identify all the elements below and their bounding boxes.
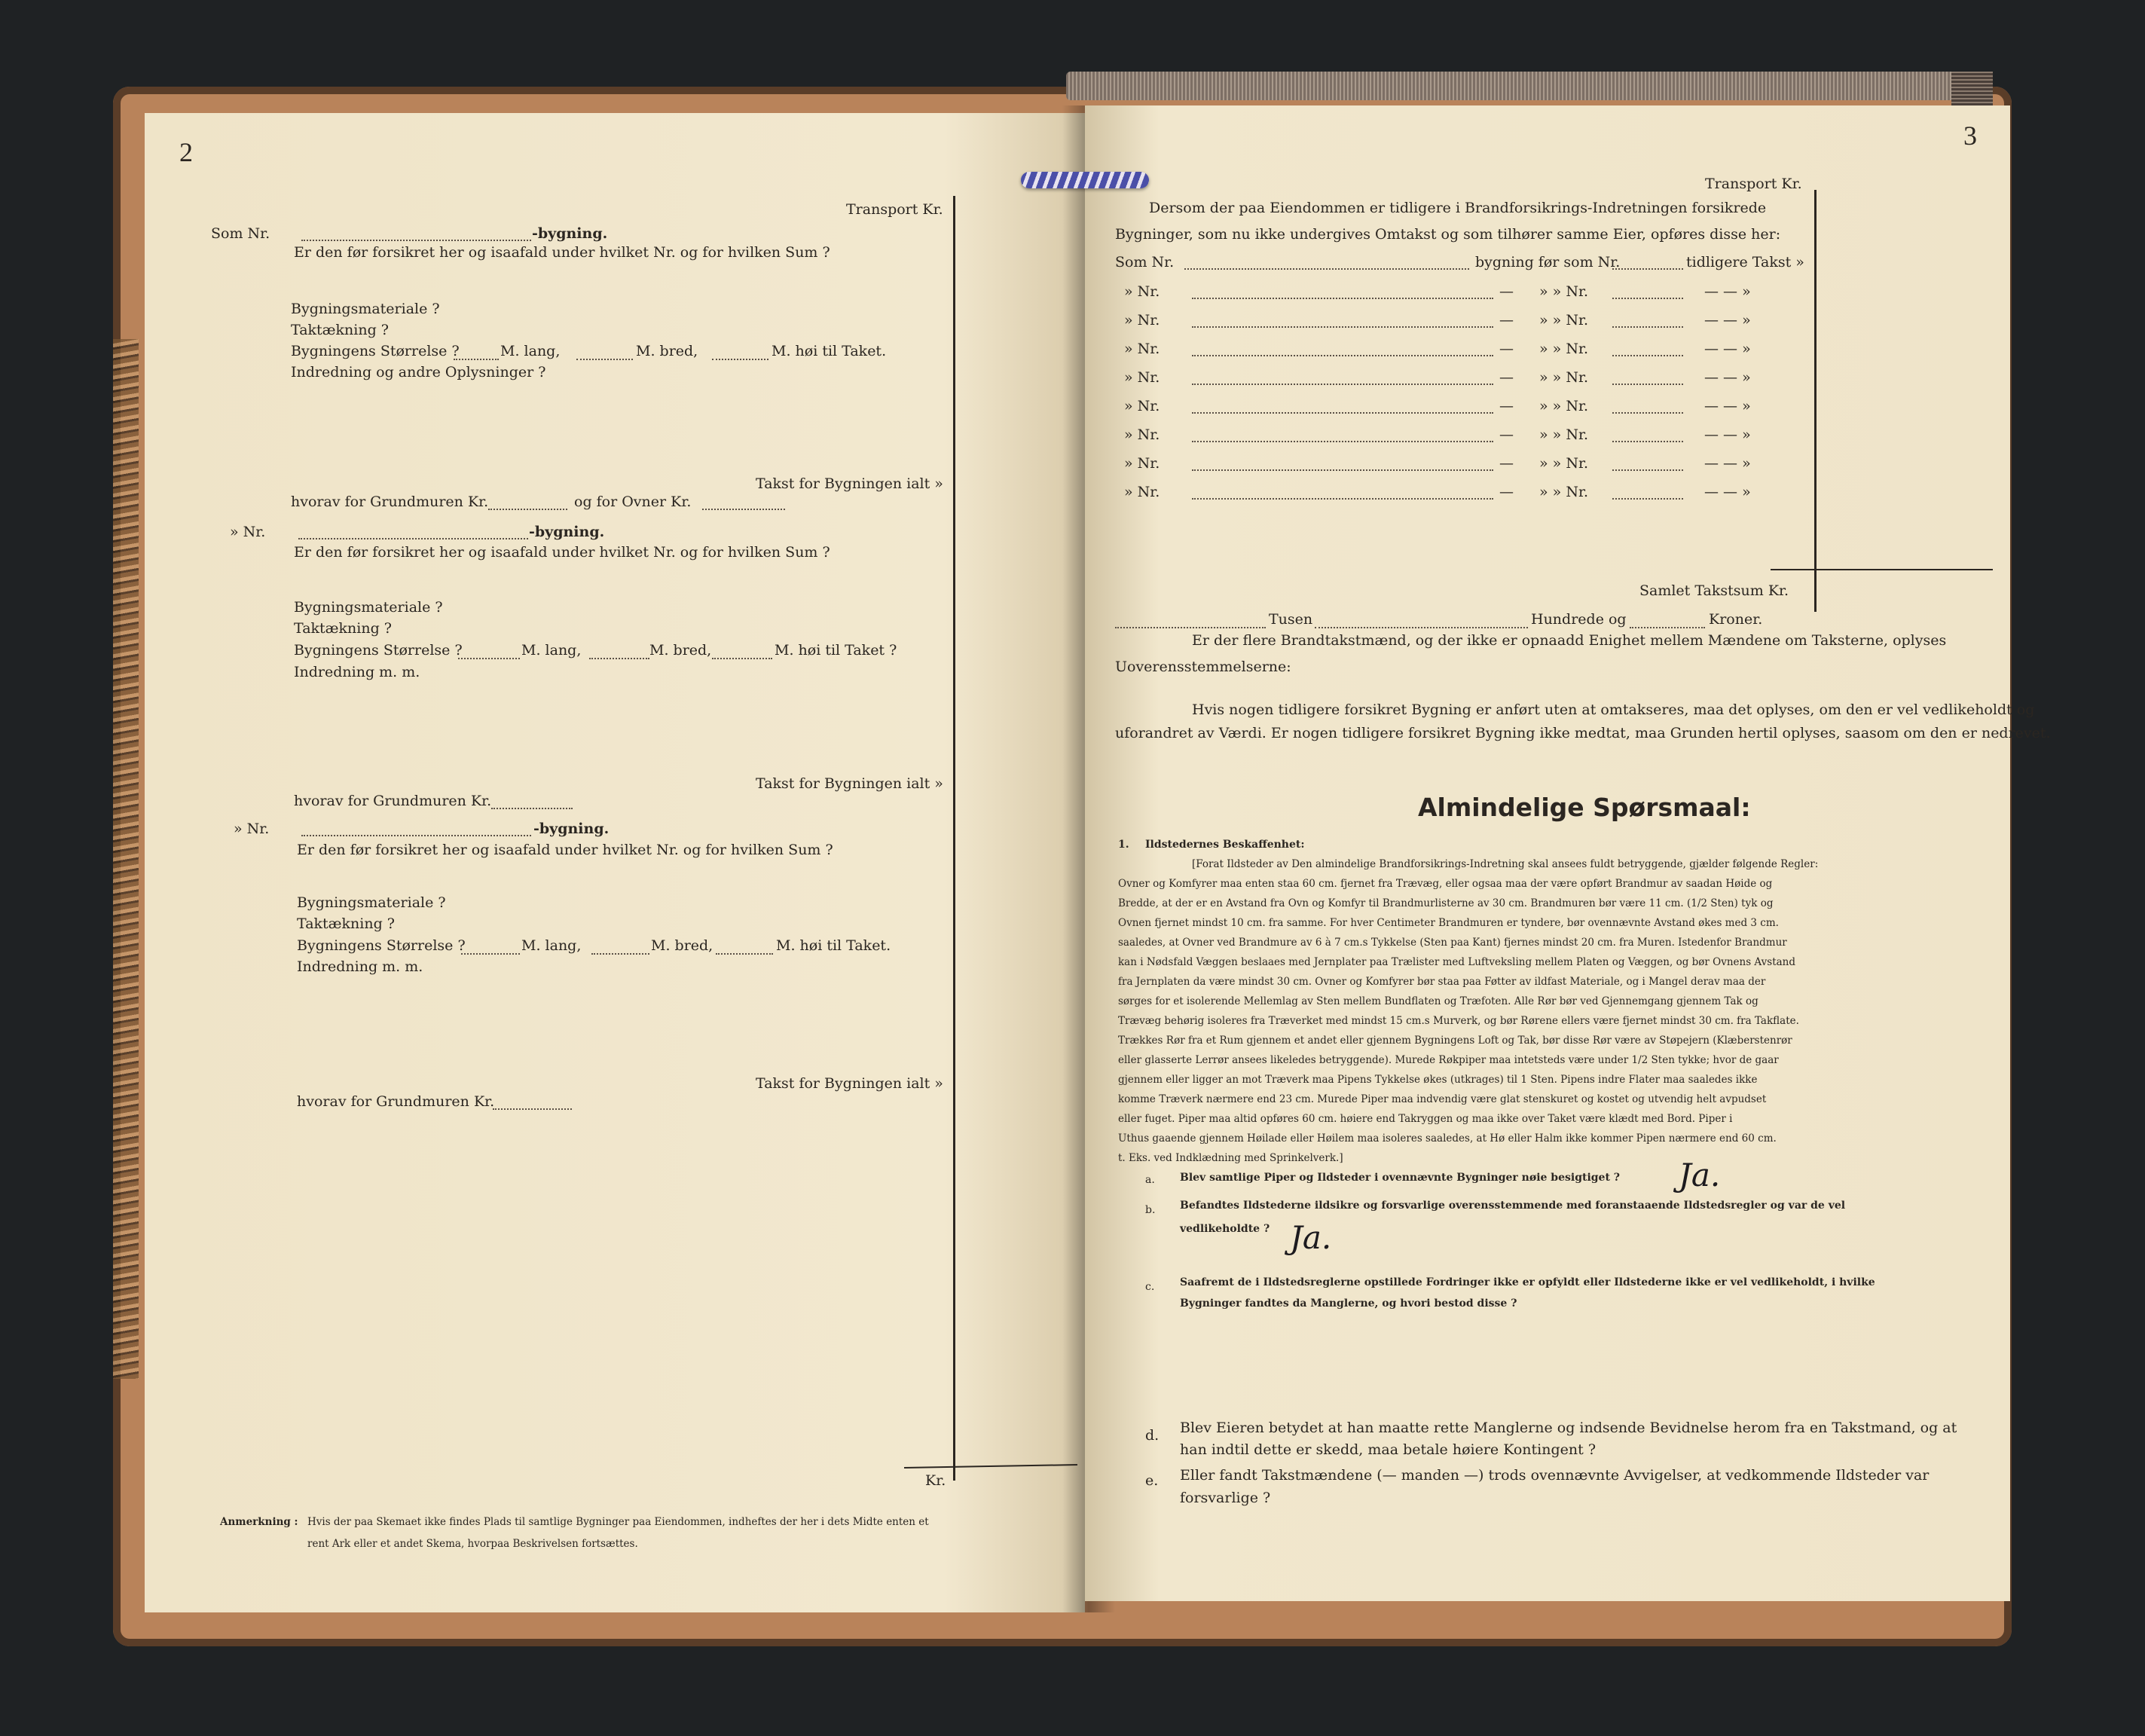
q-a-letter: a. <box>1145 1174 1155 1186</box>
row6-arrow: » » Nr. <box>1539 426 1588 443</box>
entry2-grundmur-line <box>491 808 573 809</box>
row3-dash: — <box>1499 341 1514 357</box>
row2-end: — — » <box>1704 312 1751 329</box>
row1-nr: » Nr. <box>1124 283 1160 300</box>
rules-line: Trævæg behørig isoleres fra Træverket med mindst 15 cm.s Murverk, og bør Rørene ellers være fjernet mindst 30 cm. fra Takflate. <box>1118 1015 1799 1027</box>
row1-line2 <box>1612 298 1683 299</box>
entry2-lang-line <box>458 658 520 659</box>
row6-end: — — » <box>1704 426 1751 443</box>
entry3-roof: Taktækning ? <box>297 915 395 932</box>
hvis-line1: Hvis nogen tidligere forsikret Bygning er anført uten at omtakseres, maa det oplyses, om den er vel vedlikeholdt og <box>1192 701 2035 718</box>
entry1-grundmur-line <box>488 509 567 510</box>
entry1-interior: Indredning og andre Oplysninger ? <box>291 364 546 381</box>
entry3-lang: M. lang, <box>521 937 582 954</box>
flere-line1: Er der flere Brandtakstmænd, og der ikke er opnaadd Enighet mellem Mændene om Taksterne, oplyses <box>1192 632 1947 649</box>
row4-end: — — » <box>1704 369 1751 386</box>
cover-marbled-edge <box>113 339 139 1379</box>
entry2-bred-line <box>589 658 649 659</box>
entry1-question: Er den før forsikret her og isaafald under hvilket Nr. og for hvilken Sum ? <box>294 244 830 261</box>
right-sum-rule <box>1771 569 1993 570</box>
entry1-size: Bygningens Størrelse ? <box>291 343 460 359</box>
entry1-takst: Takst for Bygningen ialt » <box>756 475 943 492</box>
entry3-lang-line <box>461 953 520 955</box>
kroner-line <box>1630 627 1705 628</box>
entry2-question: Er den før forsikret her og isaafald under hvilket Nr. og for hvilken Sum ? <box>294 544 830 561</box>
intro-line1: Dersom der paa Eiendommen er tidligere i Brandforsikrings-Indretningen forsikrede <box>1149 200 1767 216</box>
first-row-bygning: bygning før som Nr. <box>1475 254 1621 270</box>
entry1-ovner: og for Ovner Kr. <box>574 494 692 510</box>
row1-dash: — <box>1499 283 1514 300</box>
entry3-hoi-line <box>716 953 773 955</box>
rules-line: Ovnen fjernet mindst 10 cm. fra samme. For hver Centimeter Brandmuren er tyndere, bør ovennævnte Avstand økes med 3 cm. <box>1118 917 1779 929</box>
row5-line <box>1192 412 1493 414</box>
entry1-hoi: M. høi til Taket. <box>772 343 887 359</box>
right-page <box>1085 105 2010 1601</box>
hundrede-label: Hundrede og <box>1531 611 1627 628</box>
rules-line: fra Jernplaten da være mindst 30 cm. Ovner og Komfyrer bør staa paa Føtter av ildfast Materiale, og i Mangel derav maa der <box>1118 976 1766 988</box>
note-label: Anmerkning : <box>220 1516 298 1528</box>
entry1-bygning: -bygning. <box>532 225 608 242</box>
row2-nr: » Nr. <box>1124 312 1160 329</box>
left-page-number: 2 <box>179 137 193 167</box>
rules-line: gjennem eller ligger an mot Træverk maa Pipens Tykkelse økes (utkrages) til 1 Sten. Pipens indre Flater maa saaledes ikke <box>1118 1074 1758 1086</box>
entry3-interior: Indredning m. m. <box>297 958 423 975</box>
q-e-letter: e. <box>1145 1472 1159 1489</box>
row2-arrow: » » Nr. <box>1539 312 1588 329</box>
section-number: 1. <box>1118 839 1129 851</box>
row7-nr: » Nr. <box>1124 455 1160 472</box>
row8-line <box>1192 498 1493 500</box>
row1-arrow: » » Nr. <box>1539 283 1588 300</box>
entry3-question: Er den før forsikret her og isaafald under hvilket Nr. og for hvilken Sum ? <box>297 842 833 858</box>
rules-line: sørges for et isolerende Mellemlag av Sten mellem Bundflaten og Træfoten. Alle Rør bør ved Gjennemgang gjennem Tak og <box>1118 995 1758 1007</box>
entry1-ovner-line <box>702 509 785 510</box>
q-c-text1: Saafremt de i Ildstedsreglerne opstillede Fordringer ikke er opfyldt eller Ildstederne ikke er vel vedlikeholdt, i hvilke <box>1180 1276 1875 1288</box>
left-total-kr: Kr. <box>925 1472 946 1489</box>
entry3-nr: » Nr. <box>234 821 270 837</box>
row2-dash: — <box>1499 312 1514 329</box>
entry2-hoi-line <box>712 658 772 659</box>
row5-nr: » Nr. <box>1124 398 1160 414</box>
entry1-nr-line <box>301 240 531 241</box>
entry1-material: Bygningsmateriale ? <box>291 301 440 317</box>
rules-line: saaledes, at Ovner ved Brandmure av 6 à 7 cm.s Tykkelse (Sten paa Kant) fjernes mindst 20 cm. fra Muren. Istedenfor Brandmur <box>1118 937 1787 949</box>
entry1-lang: M. lang, <box>500 343 561 359</box>
entry3-material: Bygningsmateriale ? <box>297 894 446 911</box>
row2-line <box>1192 326 1493 328</box>
q-c-letter: c. <box>1145 1281 1155 1293</box>
row8-dash: — <box>1499 484 1514 500</box>
entry1-bred-line <box>576 359 633 360</box>
row4-line2 <box>1612 384 1683 385</box>
row8-nr: » Nr. <box>1124 484 1160 500</box>
row2-line2 <box>1612 326 1683 328</box>
kroner-label: Kroner. <box>1709 611 1763 628</box>
first-row-tidligere: tidligere Takst » <box>1686 254 1804 270</box>
section-heading: Almindelige Spørsmaal: <box>1418 793 1751 822</box>
q-e-text2: forsvarlige ? <box>1180 1490 1271 1506</box>
entry1-lang-line <box>454 359 499 360</box>
rules-line: [Forat Ildsteder av Den almindelige Brandforsikrings-Indretning skal ansees fuldt betryggende, gjælder følgende Regler: <box>1192 858 1819 870</box>
right-amount-column-rule <box>1814 190 1817 612</box>
entry2-hoi: M. høi til Taket ? <box>775 642 897 659</box>
entry2-material: Bygningsmateriale ? <box>294 599 443 616</box>
row7-dash: — <box>1499 455 1514 472</box>
samlet-takstsum: Samlet Takstsum Kr. <box>1639 582 1789 599</box>
tusen-line <box>1115 627 1266 628</box>
row8-arrow: » » Nr. <box>1539 484 1588 500</box>
row5-arrow: » » Nr. <box>1539 398 1588 414</box>
row3-arrow: » » Nr. <box>1539 341 1588 357</box>
q-d-text2: han indtil dette er skedd, maa betale høiere Kontingent ? <box>1180 1441 1597 1458</box>
entry2-bred: M. bred, <box>649 642 712 659</box>
row3-line2 <box>1612 355 1683 356</box>
left-transport-label: Transport Kr. <box>846 201 943 218</box>
row7-end: — — » <box>1704 455 1751 472</box>
rules-line: Uthus gaaende gjennem Høilade eller Høilem maa isoleres saaledes, at Hø eller Halm ikke kommer Pipen nærmere end 60 cm. <box>1118 1132 1777 1145</box>
entry2-size: Bygningens Størrelse ? <box>294 642 463 659</box>
right-transport-label: Transport Kr. <box>1705 176 1802 192</box>
row7-line2 <box>1612 469 1683 471</box>
q-b-handwritten-answer: Ja. <box>1290 1219 1332 1256</box>
entry1-hvorav: hvorav for Grundmuren Kr. <box>291 494 489 510</box>
row4-arrow: » » Nr. <box>1539 369 1588 386</box>
first-row-nr-line <box>1184 268 1469 270</box>
q-a-handwritten-answer: Ja. <box>1679 1157 1721 1194</box>
row8-end: — — » <box>1704 484 1751 500</box>
hundrede-line <box>1315 627 1528 628</box>
hvis-line2: uforandret av Værdi. Er nogen tidligere forsikret Bygning ikke medtat, maa Grunden hertil oplyses, saasom om den er nedrevet. <box>1115 725 2051 741</box>
row6-dash: — <box>1499 426 1514 443</box>
row6-line <box>1192 441 1493 442</box>
q-e-text1: Eller fandt Takstmændene (— manden —) trods ovennævnte Avvigelser, at vedkommende Ildsteder var <box>1180 1467 1930 1484</box>
row4-nr: » Nr. <box>1124 369 1160 386</box>
entry2-bygning: -bygning. <box>529 524 605 540</box>
intro-line2: Bygninger, som nu ikke undergives Omtakst og som tilhører samme Eier, opføres disse her: <box>1115 226 1781 243</box>
entry2-hvorav: hvorav for Grundmuren Kr. <box>294 793 492 809</box>
row3-end: — — » <box>1704 341 1751 357</box>
first-row-som-nr: Som Nr. <box>1115 254 1175 270</box>
left-page <box>145 113 1085 1612</box>
right-page-number: 3 <box>1963 121 1977 151</box>
entry1-roof: Taktækning ? <box>291 322 389 338</box>
tusen-label: Tusen <box>1269 611 1313 628</box>
page-edges-top <box>1066 72 1993 100</box>
q-d-text1: Blev Eieren betydet at han maatte rette Manglerne og indsende Bevidnelse herom fra en Takstmand, og at <box>1180 1420 1957 1436</box>
rules-line: eller glasserte Lerrør ansees likeledes betryggende). Murede Røkpiper maa intetsteds være under 1/2 Sten tykke; hvor de gaar <box>1118 1054 1779 1066</box>
binding-cord <box>1021 172 1149 188</box>
q-a-text: Blev samtlige Piper og Ildsteder i ovennævnte Bygninger nøie besigtiget ? <box>1180 1172 1621 1184</box>
entry2-lang: M. lang, <box>521 642 582 659</box>
entry1-hoi-line <box>712 359 768 360</box>
q-d-letter: d. <box>1145 1427 1160 1444</box>
entry3-hvorav: hvorav for Grundmuren Kr. <box>297 1093 495 1110</box>
row4-dash: — <box>1499 369 1514 386</box>
q-c-text2: Bygninger fandtes da Manglerne, og hvori bestod disse ? <box>1180 1297 1517 1310</box>
row1-line <box>1192 298 1493 299</box>
entry2-nr-line <box>298 538 528 539</box>
rules-line: kan i Nødsfald Væggen beslaaes med Jernplater paa Trælister med Luftveksling mellem Platen og Væggen, og bør Ovnens Avstand <box>1118 956 1796 968</box>
row5-dash: — <box>1499 398 1514 414</box>
entry1-som-nr: Som Nr. <box>211 225 270 242</box>
row5-end: — — » <box>1704 398 1751 414</box>
entry3-size: Bygningens Størrelse ? <box>297 937 466 954</box>
rules-line: Ovner og Komfyrer maa enten staa 60 cm. fjernet fra Trævæg, eller ogsaa maa der være opført Brandmur av saadan Høide og <box>1118 878 1773 890</box>
section-title: Ildstedernes Beskaffenhet: <box>1145 839 1305 851</box>
entry3-takst: Takst for Bygningen ialt » <box>756 1075 943 1092</box>
entry3-bred: M. bred, <box>651 937 713 954</box>
note-line1: Hvis der paa Skemaet ikke findes Plads til samtlige Bygninger paa Eiendommen, indheftes der her i dets Midte enten et <box>307 1516 929 1528</box>
row4-line <box>1192 384 1493 385</box>
row1-end: — — » <box>1704 283 1751 300</box>
note-line2: rent Ark eller et andet Skema, hvorpaa Beskrivelsen fortsættes. <box>307 1538 638 1550</box>
rules-line: eller fuget. Piper maa altid opføres 60 cm. høiere end Takryggen og maa ikke over Taket være klædt med Bord. Piper i <box>1118 1113 1733 1125</box>
entry2-nr: » Nr. <box>230 524 266 540</box>
row6-nr: » Nr. <box>1124 426 1160 443</box>
row8-line2 <box>1612 498 1683 500</box>
row3-nr: » Nr. <box>1124 341 1160 357</box>
left-amount-column-rule <box>953 196 955 1481</box>
flere-line2: Uoverensstemmelserne: <box>1115 659 1291 675</box>
entry3-bygning: -bygning. <box>533 821 610 837</box>
first-row-forsom-line <box>1612 268 1683 270</box>
row7-arrow: » » Nr. <box>1539 455 1588 472</box>
rules-line: komme Træverk nærmere end 23 cm. Murede Piper maa indvendig være glat stenskuret og kostet og utvendig helt avpudset <box>1118 1093 1767 1105</box>
q-b-letter: b. <box>1145 1204 1156 1216</box>
rules-line: Trækkes Rør fra et Rum gjennem et andet eller gjennem Bygningens Loft og Tak, bør disse Rør være av Støpejern (Klæberstenrør <box>1118 1035 1792 1047</box>
rules-line: Bredde, at der er en Avstand fra Ovn og Komfyr til Brandmurlisterne av 30 cm. Brandmuren bør være 11 cm. (1/2 Sten) tyk og <box>1118 897 1774 909</box>
rules-line: t. Eks. ved Indklædning med Sprinkelverk.] <box>1118 1152 1343 1164</box>
entry1-bred: M. bred, <box>636 343 698 359</box>
entry3-hoi: M. høi til Taket. <box>776 937 891 954</box>
entry2-takst: Takst for Bygningen ialt » <box>756 775 943 792</box>
entry3-grundmur-line <box>493 1108 572 1110</box>
entry2-interior: Indredning m. m. <box>294 664 420 680</box>
q-b-text2: vedlikeholdte ? <box>1180 1223 1270 1235</box>
entry2-roof: Taktækning ? <box>294 620 392 637</box>
row7-line <box>1192 469 1493 471</box>
entry3-nr-line <box>301 835 531 836</box>
q-b-text1: Befandtes Ildstederne ildsikre og forsvarlige overensstemmende med foranstaaende Ildstedsregler og var de vel <box>1180 1200 1846 1212</box>
row6-line2 <box>1612 441 1683 442</box>
row5-line2 <box>1612 412 1683 414</box>
entry3-bred-line <box>591 953 649 955</box>
row3-line <box>1192 355 1493 356</box>
